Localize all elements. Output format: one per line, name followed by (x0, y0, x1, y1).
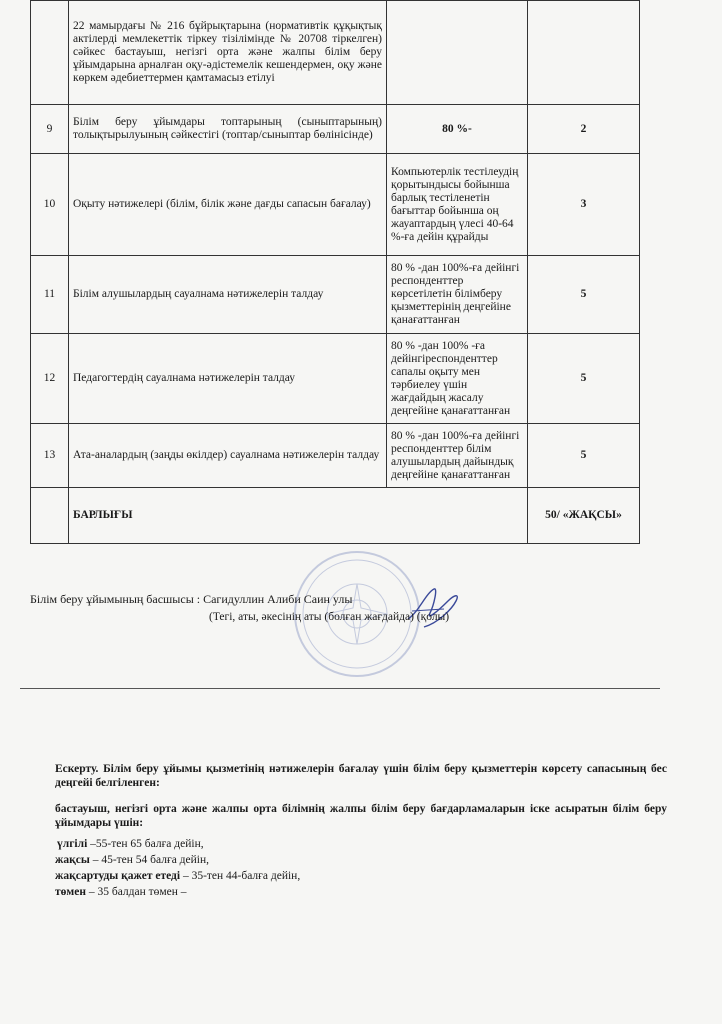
level-range: –55-тен 65 балға дейін, (87, 838, 204, 850)
row-number: 12 (31, 334, 69, 424)
row-criterion: Білім алушылардың сауалнама нәтижелерін талдау (69, 256, 387, 334)
row-score (528, 1, 640, 105)
total-label: БАРЛЫҒЫ (69, 488, 528, 544)
note-paragraph: бастауыш, негізгі орта және жалпы орта білімнің жалпы білім беру бағдарламаларын іске асыратын білім беру ұйымдары үшін: (55, 803, 667, 829)
row-criterion: Ата-аналардың (заңды өкілдер) сауалнама нәтижелерін талдау (69, 424, 387, 488)
row-criterion: Білім беру ұйымдары топтарының (сыныптарының) толықтырылуының сәйкестігі (топтар/сыныптар бөлінісінде) (69, 105, 387, 154)
row-criterion: Педагогтердің сауалнама нәтижелерін талдау (69, 334, 387, 424)
divider (20, 688, 660, 689)
level-item (55, 868, 655, 884)
row-threshold: 80 % -дан 100% -ға дейінгіреспонденттер сапалы оқыту мен тәрбиелеу үшін жағдайдың жасалу деңгейіне қанағаттанған (387, 334, 528, 424)
table-row (31, 334, 640, 424)
handwritten-signature-icon (404, 583, 464, 633)
row-threshold: 80 % -дан 100%-ға дейінгі респонденттер көрсетілетін білімберу қызметтерінің деңгейіне қанағаттанған (387, 256, 528, 334)
row-number (31, 1, 69, 105)
level-range: – 35-тен 44-балға дейін, (180, 870, 301, 882)
table-row (31, 105, 640, 154)
head-signature-line: Білім беру ұйымының басшысы : Сагидуллин Алиби Саин улы (30, 592, 353, 606)
row-number: 13 (31, 424, 69, 488)
level-item (55, 836, 655, 852)
level-label: төмен (55, 886, 86, 898)
table-row (31, 256, 640, 334)
table-row (31, 1, 640, 105)
row-score: 2 (528, 105, 640, 154)
results-table-wrap (30, 0, 639, 544)
row-threshold (387, 1, 528, 105)
level-item (55, 852, 655, 868)
row-threshold: 80 % -дан 100%-ға дейінгі респонденттер білім алушылардың дайындық деңгейіне қанағаттанған (387, 424, 528, 488)
results-table (30, 0, 640, 544)
row-score: 3 (528, 154, 640, 256)
table-row-total (31, 488, 640, 544)
row-number: 10 (31, 154, 69, 256)
level-range: – 45-тен 54 балға дейін, (89, 854, 210, 866)
row-number: 11 (31, 256, 69, 334)
row-criterion: 22 мамырдағы № 216 бұйрықтарына (нормативтік құқықтық актілерді мемлекеттік тіркеу тізілімінде № 20708 тіркелген) сәйкес бастауыш, негізгі орта және жалпы білім беру ұйымдарына арналған оқу-әдістемелік кешендермен, оқу және көркем әдебиеттермен қамтамасыз етілуі (69, 1, 387, 105)
row-threshold: 80 %- (387, 105, 528, 154)
table-row (31, 154, 640, 256)
total-empty-cell (31, 488, 69, 544)
row-score: 5 (528, 424, 640, 488)
level-item (55, 884, 655, 900)
row-threshold: Компьютерлік тестілеудің қорытындысы бойынша барлық тестіленетін бағыттар бойынша оң жауаптардың үлесі 40-64 %-ға дейін құрайды (387, 154, 528, 256)
row-number: 9 (31, 105, 69, 154)
signature-caption: (Тегі, аты, әкесінің аты (болған жағдайда) (қолы) (209, 611, 450, 623)
row-criterion: Оқыту нәтижелері (білім, білік және дағды сапасын бағалау) (69, 154, 387, 256)
level-label: жақсартуды қажет етеді (55, 870, 181, 882)
total-value: 50/ «ЖАҚСЫ» (528, 488, 640, 544)
quality-levels-list (55, 836, 655, 900)
level-label: үлгілі (57, 838, 88, 850)
row-score: 5 (528, 256, 640, 334)
level-label: жақсы (55, 854, 90, 866)
table-row (31, 424, 640, 488)
row-score: 5 (528, 334, 640, 424)
level-range: – 35 балдан төмен – (85, 886, 187, 898)
note-text: Ескерту. Білім беру ұйымы қызметінің нәтижелерін бағалау үшін білім беру қызметтерін көрсету сапасының бес деңгейі белгіленген: (55, 763, 667, 789)
